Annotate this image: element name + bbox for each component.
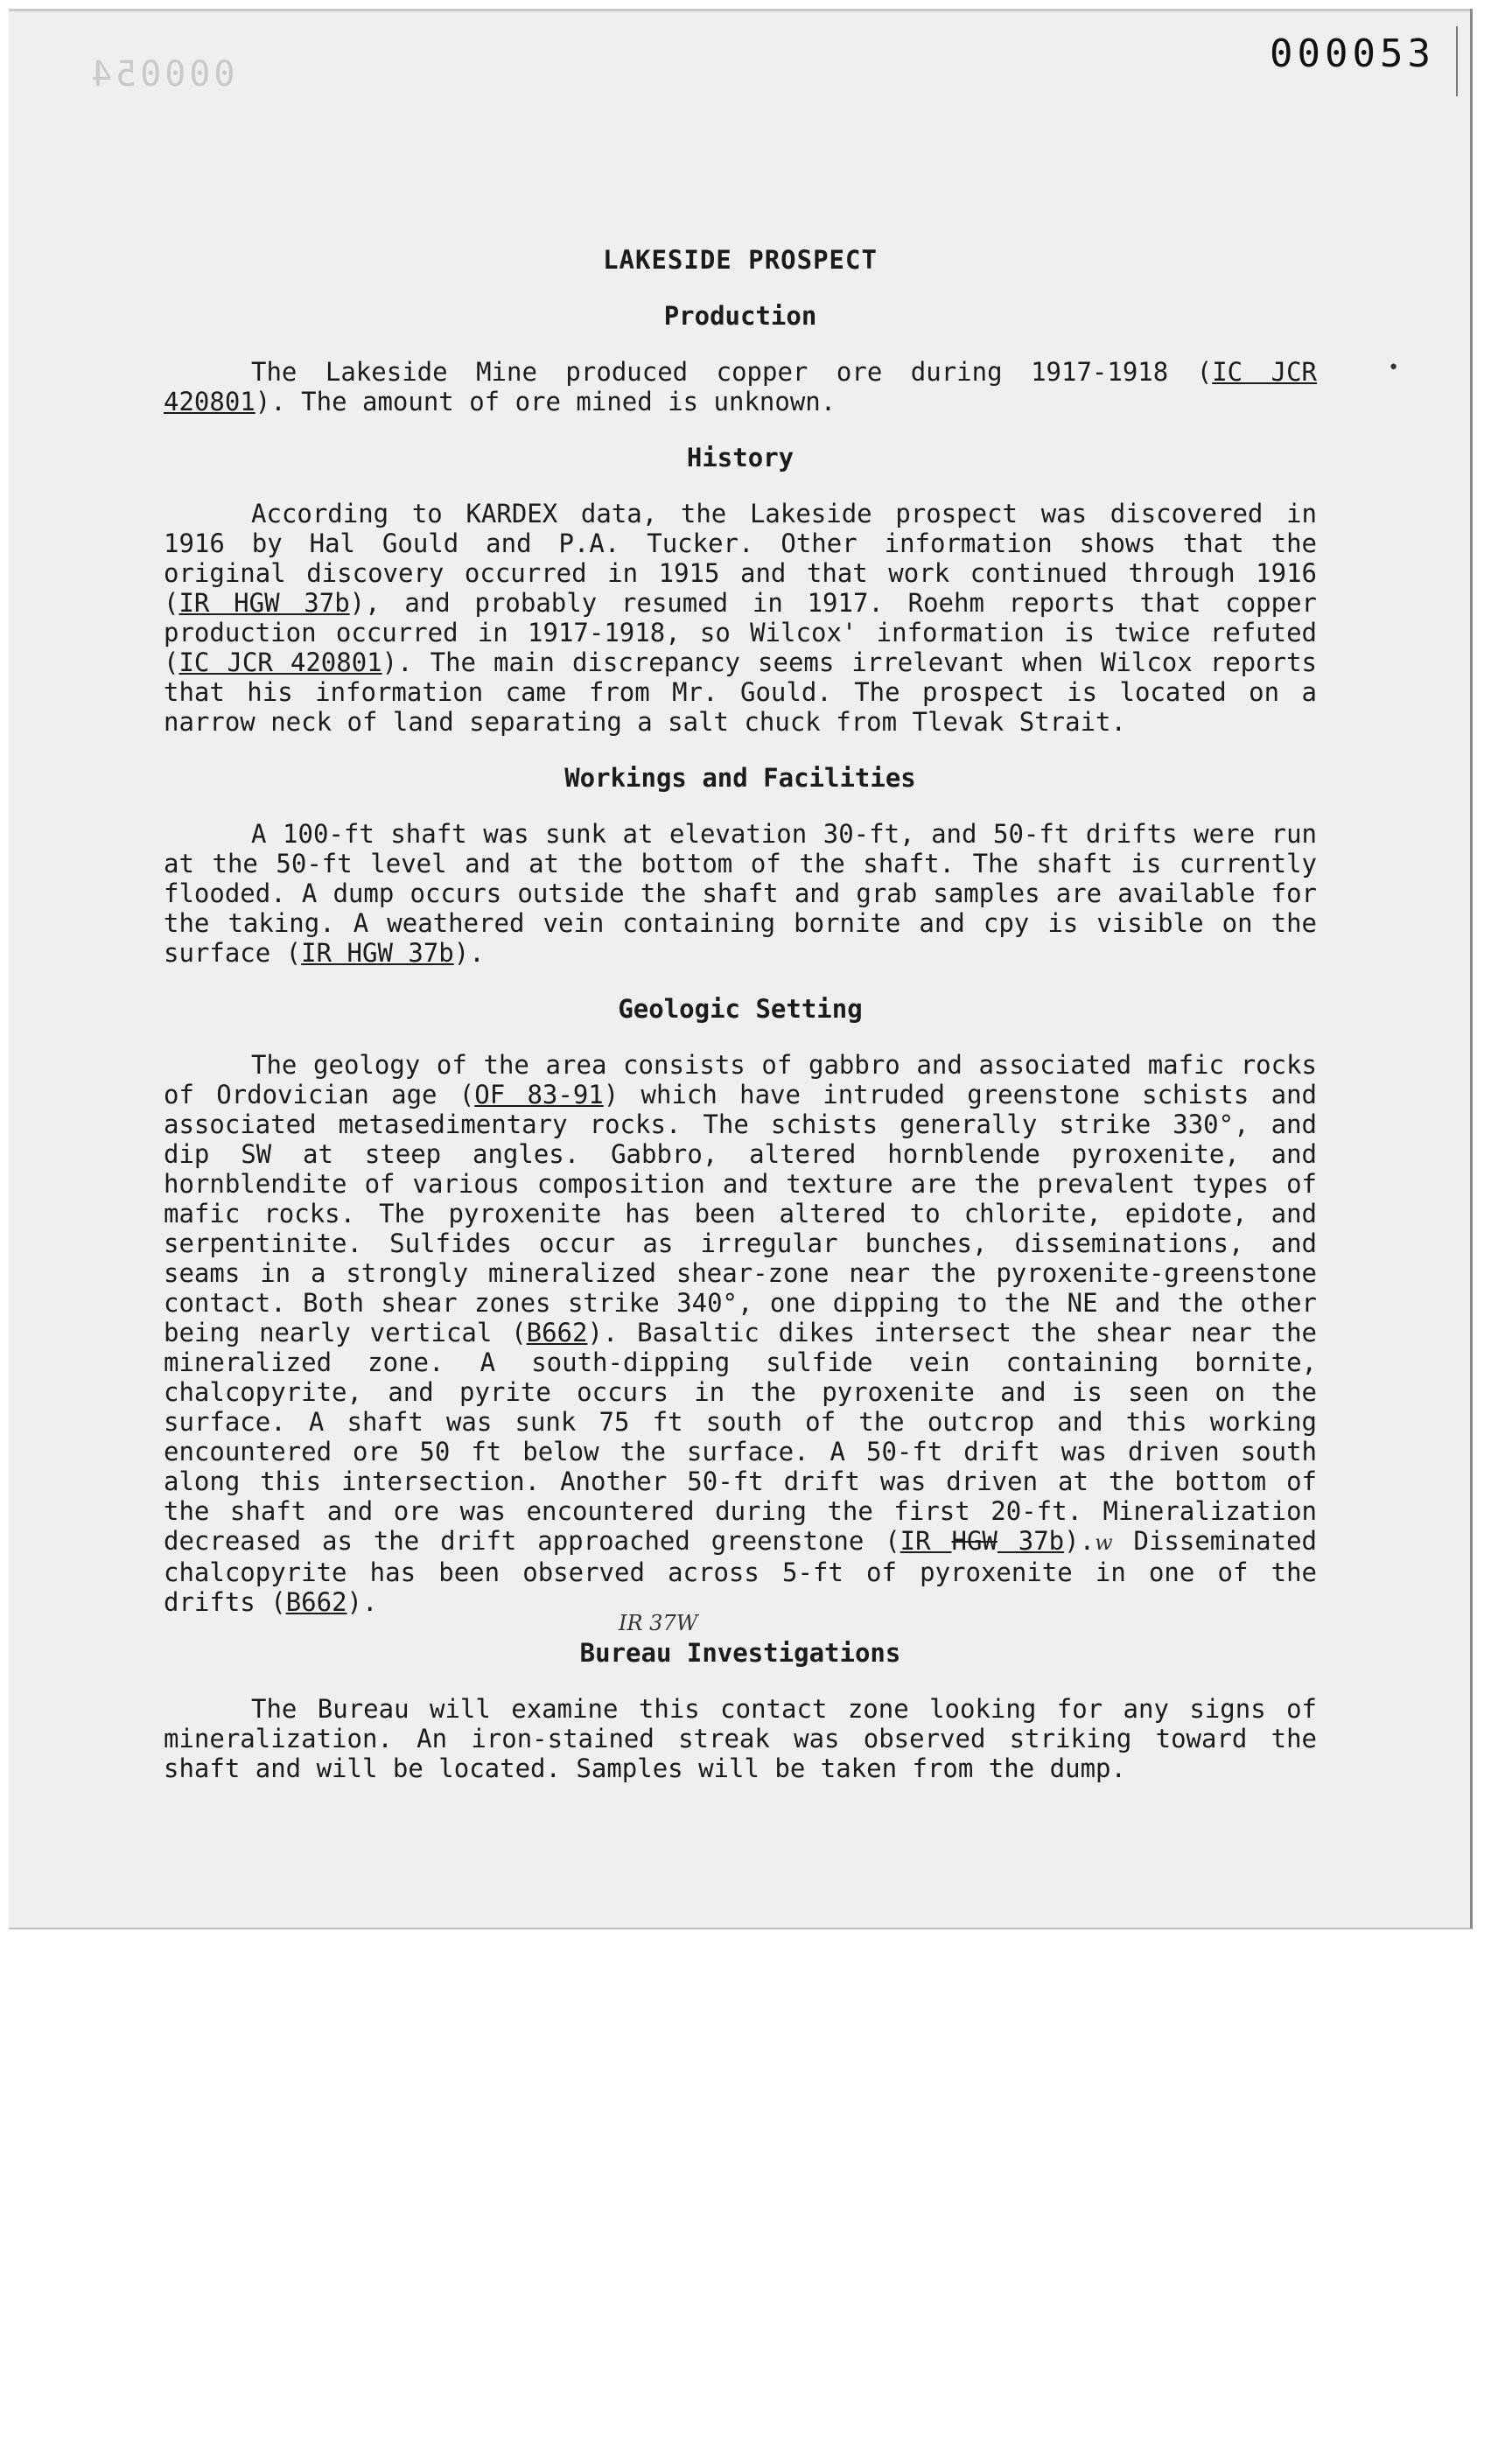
paragraph-text: The Bureau will examine this contact zone looking for any signs of mineralization. An iron-stained streak was observed striking toward the shaft and will be located. Samples will be taken from the dump.: [164, 1694, 1317, 1783]
citation-reference: 37b: [997, 1526, 1065, 1556]
citation-reference: IR HGW 37b: [301, 938, 454, 968]
section-heading-geologic-setting: Geologic Setting: [618, 994, 863, 1024]
citation-reference: OF 83-91: [474, 1080, 604, 1110]
paragraph-text: ).: [453, 938, 485, 968]
paragraph-text: The Lakeside Mine produced copper ore during 1917-1918 (: [251, 357, 1213, 387]
document-body: [164, 245, 1317, 1783]
paragraph-text: ). The main discrepancy seems irrelevant when Wilcox reports that his information came from Mr. Gould. The prospect is located on a narrow neck of land separating a salt chuck from Tlevak Strait.: [164, 648, 1317, 737]
paragraph-text: ), and probably resumed in 1917. Roehm reports that copper production occurred in 1917-1918, so Wilcox' information is twice refuted (: [164, 588, 1317, 677]
page-number: 000053: [1270, 32, 1435, 76]
handwritten-mark: w: [1095, 1530, 1113, 1555]
struck-citation-text: HGW: [951, 1526, 998, 1556]
citation-reference: B662: [285, 1587, 347, 1617]
section-heading-workings: Workings and Facilities: [564, 763, 916, 793]
paragraph-text: ). The amount of ore mined is unknown.: [255, 387, 836, 416]
paragraph-text: ).: [1064, 1526, 1096, 1556]
paragraph-text: The geology of the area consists of gabbro and associated mafic rocks of Ordovician age (: [164, 1050, 1317, 1110]
paragraph-text: Disseminated chalcopyrite has been observed across 5-ft of pyroxenite in one of the drifts (: [164, 1526, 1318, 1617]
citation-reference: IR: [900, 1526, 952, 1556]
citation-reference: IR HGW 37b: [178, 588, 350, 618]
paragraph-text: ). Basaltic dikes intersect the shear near the mineralized zone. A south-dipping sulfide vein containing bornite, chalcopyrite, and pyrite occurs in the pyroxenite and is seen on the surface. A shaft was sunk 75 ft south of the outcrop and this working encountered ore 50 ft below the surface. A 50-ft drift was driven south along this intersection. Another 50-ft drift was driven at the bottom of the shaft and ore was encountered during the first 20-ft. Mineralization decreased as the drift approached greenstone (: [164, 1318, 1317, 1556]
page-top-edge: [9, 9, 1470, 11]
citation-reference: B662: [526, 1318, 588, 1348]
citation-reference: IC JCR 420801: [164, 357, 1317, 416]
section-heading-history: History: [686, 443, 794, 472]
paragraph-text: ).: [346, 1587, 378, 1617]
citation-reference: IC JCR 420801: [178, 648, 382, 677]
section-heading-bureau-investigations: Bureau Investigations: [579, 1638, 901, 1668]
section-paragraph-workings: [164, 819, 1317, 968]
document-title: LAKESIDE PROSPECT: [603, 245, 878, 275]
section-paragraph-production: [164, 357, 1317, 416]
section-heading-production: Production: [663, 301, 817, 331]
paragraph-text: According to KARDEX data, the Lakeside prospect was discovered in 1916 by Hal Gould and P.A. Tucker. Other information shows that the original discovery occurred in 1915 and that work continued through 1916 (: [164, 499, 1317, 618]
paragraph-text: A 100-ft shaft was sunk at elevation 30-ft, and 50-ft drifts were run at the 50-ft level and at the bottom of the shaft. The shaft is currently flooded. A dump occurs outside the shaft and grab samples are available for the taking. A weathered vein containing bornite and cpy is visible on the surface (: [164, 819, 1317, 968]
section-paragraph-history: [164, 499, 1317, 737]
stray-mark: •: [1388, 357, 1400, 379]
bleed-through-page-number: 000054: [88, 54, 235, 94]
document-page: [9, 9, 1473, 1929]
handwritten-annotation: IR 37W: [619, 1611, 698, 1635]
section-paragraph-bureau-investigations: [164, 1694, 1317, 1783]
section-paragraph-geologic-setting: [164, 1050, 1317, 1617]
paragraph-text: ) which have intruded greenstone schists and associated metasedimentary rocks. The schists generally strike 330°, and dip SW at steep angles. Gabbro, altered hornblende pyroxenite, and hornblendite of various composition and texture are the prevalent types of mafic rocks. The pyroxenite has been altered to chlorite, epidote, and serpentinite. Sulfides occur as irregular bunches, disseminations, and seams in a strongly mineralized shear-zone near the pyroxenite-greenstone contact. Both shear zones strike 340°, one dipping to the NE and the other being nearly vertical (: [164, 1080, 1317, 1348]
margin-rule: [1456, 26, 1458, 96]
